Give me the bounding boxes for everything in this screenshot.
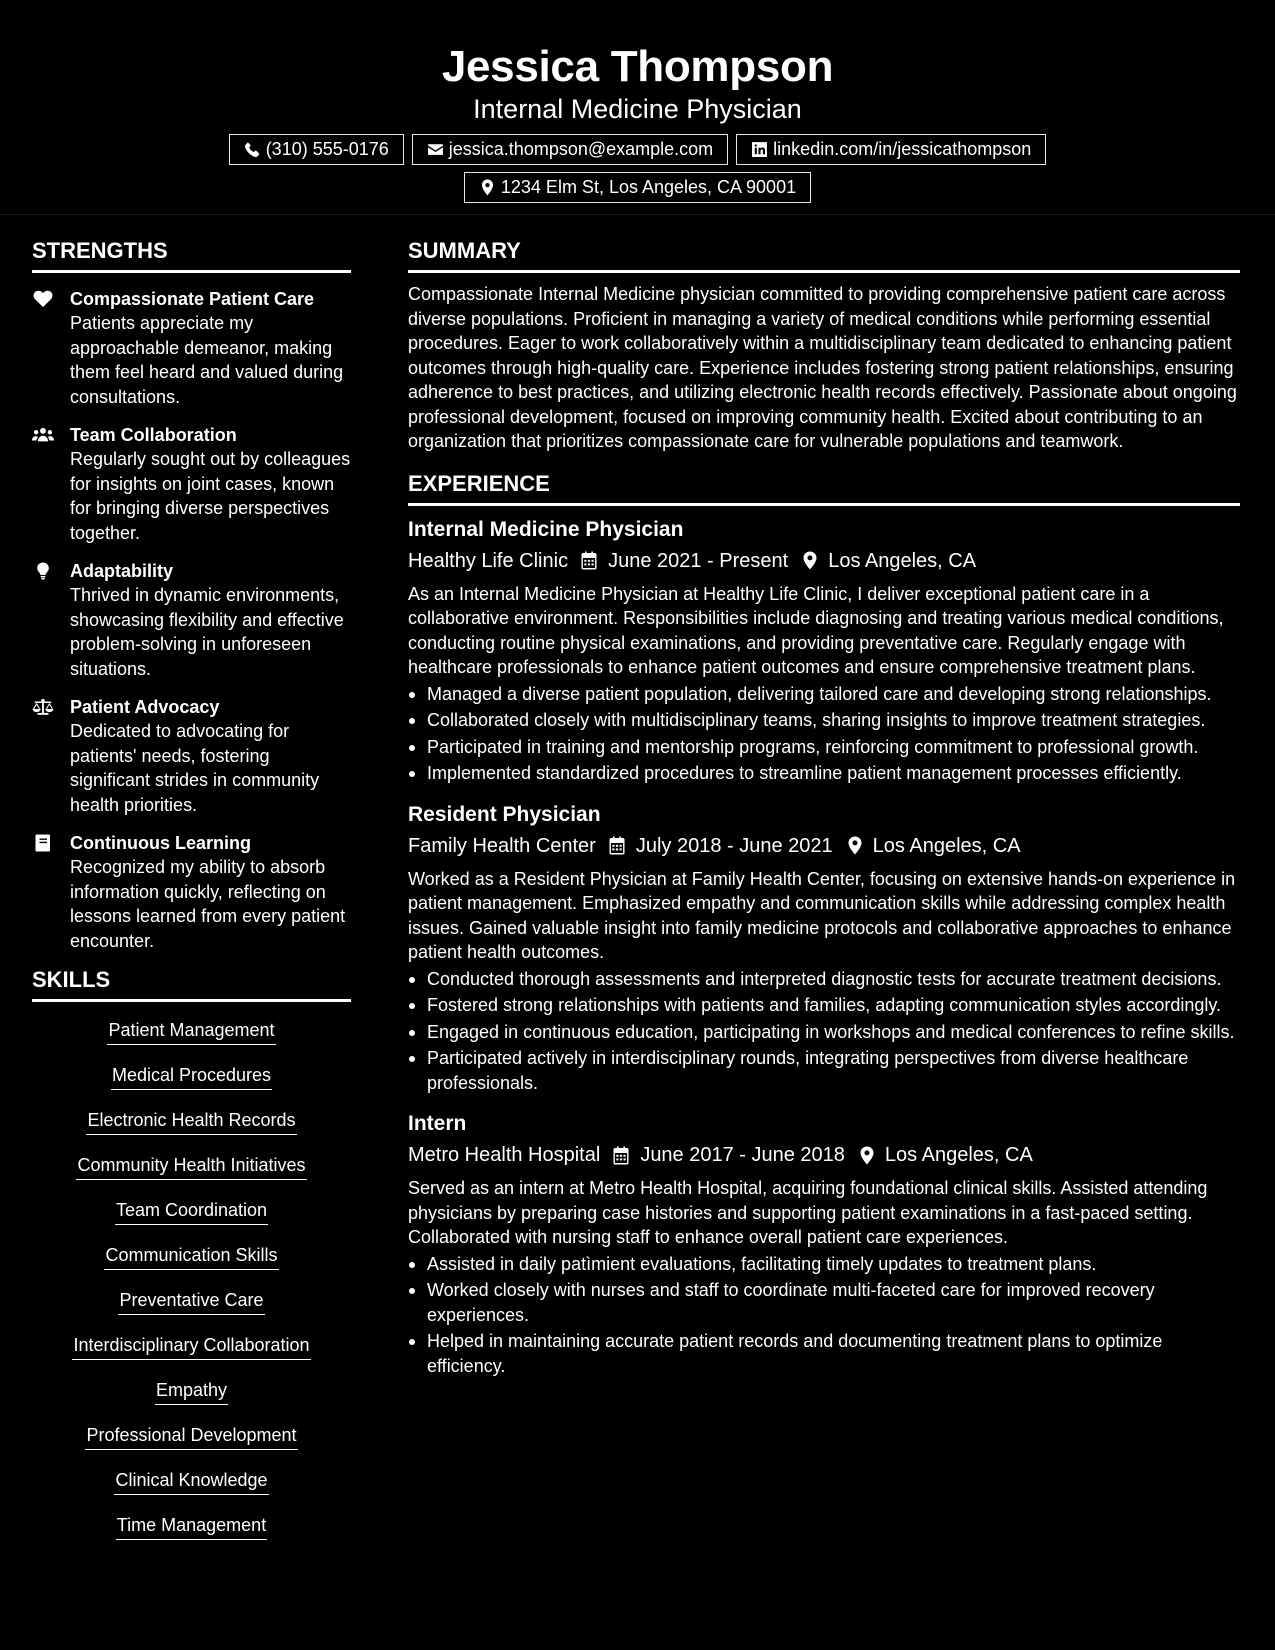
strength-title: Continuous Learning (70, 833, 251, 853)
envelope-icon (427, 141, 444, 158)
job-company: Healthy Life Clinic (408, 549, 569, 572)
skill-item: Communication Skills (104, 1243, 278, 1270)
strength-item (32, 287, 351, 409)
map-marker-icon (479, 179, 496, 196)
strength-desc: Recognized my ability to absorb information quickly, reflecting on lessons learned from every patient encounter. (70, 857, 346, 951)
summary-heading: SUMMARY (408, 238, 1240, 273)
contact-row (0, 134, 1275, 165)
job-bullet: Conducted thorough assessments and interpreted diagnostic tests for accurate treatment decisions. (408, 967, 1240, 992)
job-bullet: Participated in training and mentorship programs, reinforcing commitment to professional growth. (408, 735, 1240, 760)
resume-header (0, 0, 1275, 215)
address-contact (464, 172, 811, 203)
map-marker-icon (802, 551, 818, 570)
skill-item: Medical Procedures (111, 1063, 272, 1090)
job-dates: July 2018 - June 2021 (635, 834, 833, 857)
skills-heading: SKILLS (32, 967, 351, 1002)
contact-row (0, 172, 1275, 203)
job-bullets (408, 1252, 1240, 1379)
book-icon (32, 834, 54, 852)
job-bullet: Worked closely with nurses and staff to coordinate multi-faceted care for improved recovery experiences. (408, 1278, 1240, 1327)
calendar-icon (580, 551, 598, 570)
skill-item: Interdisciplinary Collaboration (72, 1333, 310, 1360)
linkedin-contact[interactable] (736, 134, 1046, 165)
strengths-heading: STRENGTHS (32, 238, 351, 273)
skill-item: Preventative Care (118, 1288, 264, 1315)
skill-item: Time Management (116, 1513, 267, 1540)
phone-text: (310) 555-0176 (265, 139, 389, 159)
job-meta (408, 1140, 1240, 1170)
strength-title: Adaptability (70, 561, 174, 581)
phone-icon (244, 141, 261, 158)
job-entry (408, 801, 1240, 1096)
users-icon (32, 426, 54, 444)
job-bullet: Managed a diverse patient population, delivering tailored care and developing strong relationships. (408, 682, 1240, 707)
job-title: Resident Physician (408, 802, 601, 826)
heart-icon (32, 290, 54, 308)
job-company: Family Health Center (408, 834, 596, 857)
job-bullets (408, 682, 1240, 786)
strength-desc: Thrived in dynamic environments, showcasing flexibility and effective problem-solving in unforeseen situations. (70, 585, 344, 679)
job-bullet: Collaborated closely with multidisciplinary teams, sharing insights to improve treatment strategies. (408, 708, 1240, 733)
email-contact[interactable] (412, 134, 728, 165)
job-description: Served as an intern at Metro Health Hospital, acquiring foundational clinical skills. Assisted attending physicians by preparing case histories and supporting patient examinations in a fast-paced setting. Collaborated with nursing staff to enhance overall patient care experiences. (408, 1178, 1208, 1247)
strength-title: Patient Advocacy (70, 697, 220, 717)
job-meta (408, 546, 1240, 576)
right-column (408, 238, 1240, 1380)
strength-item (32, 831, 351, 953)
map-marker-icon (847, 836, 863, 855)
job-location: Los Angeles, CA (884, 1144, 1033, 1166)
strength-item (32, 423, 351, 545)
strength-item (32, 559, 351, 681)
strengths-list (32, 287, 351, 953)
candidate-name: Jessica Thompson (441, 42, 834, 91)
strength-desc: Dedicated to advocating for patients' needs, fostering significant strides in community health priorities. (70, 721, 320, 815)
skill-item: Community Health Initiatives (76, 1153, 306, 1180)
lightbulb-icon (32, 562, 54, 580)
job-bullet: Implemented standardized procedures to streamline patient management processes efficiently. (408, 761, 1240, 786)
job-bullet: Assisted in daily patìmient evaluations, facilitating timely updates to treatment plans. (408, 1252, 1240, 1277)
linkedin-icon (751, 141, 768, 158)
phone-contact[interactable] (229, 134, 404, 165)
strength-title: Team Collaboration (70, 425, 237, 445)
candidate-role: Internal Medicine Physician (473, 94, 802, 124)
job-dates: June 2021 - Present (608, 549, 789, 572)
strength-desc: Patients appreciate my approachable demeanor, making them feel heard and valued during consultations. (70, 313, 344, 407)
summary-text: Compassionate Internal Medicine physician committed to providing comprehensive patient care across diverse populations. Proficient in managing a variety of medical conditions while performing essential procedures. Eager to work collaboratively within a multidisciplinary team dedicated to enhancing patient outcomes through high-quality care. Experience includes fostering strong patient relationships, ensuring adherence to best practices, and utilizing electronic health records effectively. Passionate about ongoing professional development, focused on improving community health. Excited about contributing to an organization that prioritizes compassionate care for vulnerable populations and teamwork. (408, 284, 1237, 451)
experience-heading: EXPERIENCE (408, 471, 1240, 506)
job-title: Intern (408, 1112, 467, 1135)
skills-list (32, 1018, 351, 1558)
map-marker-icon (859, 1146, 875, 1165)
job-company: Metro Health Hospital (408, 1144, 601, 1166)
skill-item: Electronic Health Records (86, 1108, 296, 1135)
skill-item: Clinical Knowledge (114, 1468, 268, 1495)
left-column (32, 238, 351, 1558)
strength-item (32, 695, 351, 817)
job-bullet: Helped in maintaining accurate patient records and documenting treatment plans to optimize efficiency. (408, 1329, 1240, 1378)
job-bullet: Engaged in continuous education, participating in workshops and medical conferences to refine skills. (408, 1020, 1240, 1045)
job-location: Los Angeles, CA (828, 549, 977, 572)
job-bullet: Fostered strong relationships with patients and families, adapting communication styles accordingly. (408, 993, 1240, 1018)
job-entry (408, 1110, 1240, 1378)
skill-item: Team Coordination (115, 1198, 268, 1225)
job-bullet: Participated actively in interdisciplinary rounds, integrating perspectives from diverse healthcare professionals. (408, 1046, 1240, 1095)
job-dates: June 2017 - June 2018 (640, 1144, 845, 1166)
job-title: Internal Medicine Physician (408, 517, 684, 541)
skill-item: Empathy (155, 1378, 228, 1405)
skill-item: Professional Development (85, 1423, 297, 1450)
address-text: 1234 Elm St, Los Angeles, CA 90001 (500, 177, 797, 197)
job-description: Worked as a Resident Physician at Family Health Center, focusing on extensive hands-on experience in patient management. Emphasized empathy and communication skills while addressing complex health issues. Gained valuable insight into family medicine protocols and collaborative approaches to enhance patient health outcomes. (408, 868, 1236, 962)
skill-item: Patient Management (107, 1018, 275, 1045)
email-text: jessica.thompson@example.com (448, 139, 714, 159)
calendar-icon (608, 836, 626, 855)
job-bullets (408, 967, 1240, 1096)
job-entry (408, 516, 1240, 786)
job-location: Los Angeles, CA (872, 834, 1021, 857)
strength-desc: Regularly sought out by colleagues for insights on joint cases, known for bringing diverse perspectives together. (70, 449, 351, 543)
job-description: As an Internal Medicine Physician at Healthy Life Clinic, I deliver exceptional patient care in a collaborative environment. Responsibilities include diagnosing and treating various medical conditions, conducting routine physical examinations, and providing preventative care. Regularly engage with healthcare professionals to enhance patient outcomes and ensure comprehensive treatment plans. (408, 583, 1224, 677)
calendar-icon (612, 1146, 630, 1165)
job-meta (408, 831, 1240, 861)
linkedin-text: linkedin.com/in/jessicathompson (773, 139, 1032, 159)
strength-title: Compassionate Patient Care (70, 289, 315, 309)
balance-scale-icon (32, 698, 54, 716)
